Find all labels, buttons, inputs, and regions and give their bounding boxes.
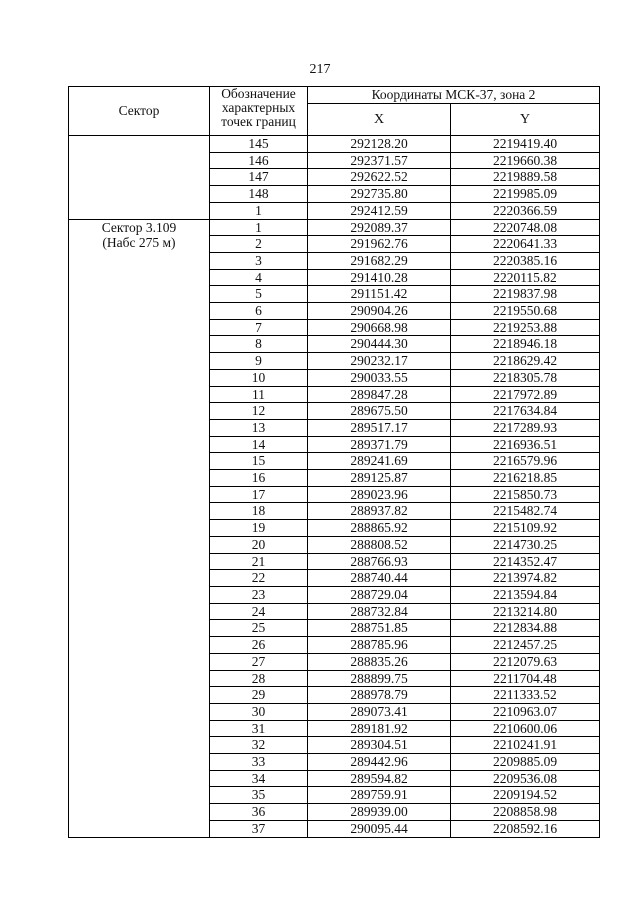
x-cell: 292128.20: [308, 136, 451, 153]
x-cell: 289023.96: [308, 486, 451, 503]
point-cell: 12: [210, 403, 308, 420]
coordinates-header: Координаты МСК-37, зона 2: [308, 87, 600, 104]
point-cell: 7: [210, 319, 308, 336]
x-cell: 289939.00: [308, 804, 451, 821]
point-cell: 6: [210, 303, 308, 320]
point-cell: 25: [210, 620, 308, 637]
table-row: [69, 136, 600, 153]
x-cell: 288899.75: [308, 670, 451, 687]
point-cell: 11: [210, 386, 308, 403]
sector-name: Сектор 3.109: [101, 219, 177, 235]
y-cell: 2208592.16: [451, 820, 600, 837]
y-cell: 2210600.06: [451, 720, 600, 737]
point-cell: 16: [210, 470, 308, 487]
point-cell: 19: [210, 520, 308, 537]
point-cell: 2: [210, 236, 308, 253]
y-cell: 2215109.92: [451, 520, 600, 537]
point-cell: 34: [210, 770, 308, 787]
point-cell: 17: [210, 486, 308, 503]
x-cell: 289847.28: [308, 386, 451, 403]
x-cell: 288766.93: [308, 553, 451, 570]
point-cell: 32: [210, 737, 308, 754]
y-cell: 2217972.89: [451, 386, 600, 403]
point-cell: 4: [210, 269, 308, 286]
x-cell: 291962.76: [308, 236, 451, 253]
y-cell: 2219253.88: [451, 319, 600, 336]
point-cell: 29: [210, 687, 308, 704]
point-cell: 14: [210, 436, 308, 453]
y-cell: 2219837.98: [451, 286, 600, 303]
x-cell: 288978.79: [308, 687, 451, 704]
x-header: X: [308, 104, 451, 136]
point-cell: 33: [210, 754, 308, 771]
y-cell: 2216218.85: [451, 470, 600, 487]
y-cell: 2208858.98: [451, 804, 600, 821]
y-cell: 2215850.73: [451, 486, 600, 503]
y-cell: 2217634.84: [451, 403, 600, 420]
y-cell: 2220366.59: [451, 202, 600, 219]
point-cell: 8: [210, 336, 308, 353]
y-cell: 2218946.18: [451, 336, 600, 353]
y-cell: 2219419.40: [451, 136, 600, 153]
y-cell: 2219550.68: [451, 303, 600, 320]
x-cell: 292089.37: [308, 219, 451, 236]
x-cell: 292371.57: [308, 152, 451, 169]
point-cell: 146: [210, 152, 308, 169]
table-header: [69, 87, 600, 136]
point-cell: 37: [210, 820, 308, 837]
point-cell: 23: [210, 586, 308, 603]
point-cell: 24: [210, 603, 308, 620]
x-cell: 289125.87: [308, 470, 451, 487]
x-cell: 289675.50: [308, 403, 451, 420]
y-cell: 2210241.91: [451, 737, 600, 754]
point-cell: 15: [210, 453, 308, 470]
point-cell: 147: [210, 169, 308, 186]
y-cell: 2213974.82: [451, 570, 600, 587]
y-cell: 2220641.33: [451, 236, 600, 253]
x-cell: 289517.17: [308, 419, 451, 436]
point-cell: 148: [210, 186, 308, 203]
point-cell: 35: [210, 787, 308, 804]
x-cell: 290904.26: [308, 303, 451, 320]
point-cell: 10: [210, 369, 308, 386]
x-cell: 290444.30: [308, 336, 451, 353]
point-cell: 21: [210, 553, 308, 570]
y-cell: 2219889.58: [451, 169, 600, 186]
y-cell: 2216936.51: [451, 436, 600, 453]
x-cell: 289073.41: [308, 703, 451, 720]
x-cell: 290232.17: [308, 353, 451, 370]
x-cell: 288937.82: [308, 503, 451, 520]
x-cell: 291682.29: [308, 252, 451, 269]
point-cell: 26: [210, 637, 308, 654]
x-cell: 291151.42: [308, 286, 451, 303]
x-cell: 288835.26: [308, 653, 451, 670]
y-cell: 2209194.52: [451, 787, 600, 804]
x-cell: 288740.44: [308, 570, 451, 587]
point-cell: 13: [210, 419, 308, 436]
table-row: [69, 219, 600, 236]
x-cell: 288729.04: [308, 586, 451, 603]
y-cell: 2220748.08: [451, 219, 600, 236]
page-number: 217: [309, 62, 331, 77]
y-cell: 2209885.09: [451, 754, 600, 771]
point-cell: 3: [210, 252, 308, 269]
point-cell: 30: [210, 703, 308, 720]
y-cell: 2210963.07: [451, 703, 600, 720]
sector-altitude: (Набс 275 м): [102, 235, 176, 251]
x-cell: 292412.59: [308, 202, 451, 219]
y-cell: 2220385.16: [451, 252, 600, 269]
sector-header: Сектор: [69, 87, 210, 136]
y-cell: 2211704.48: [451, 670, 600, 687]
x-cell: 292735.80: [308, 186, 451, 203]
x-cell: 289371.79: [308, 436, 451, 453]
x-cell: 289181.92: [308, 720, 451, 737]
y-cell: 2214352.47: [451, 553, 600, 570]
sector-cell: [69, 219, 210, 837]
y-cell: 2209536.08: [451, 770, 600, 787]
x-cell: 288865.92: [308, 520, 451, 537]
x-cell: 291410.28: [308, 269, 451, 286]
sector-cell: [69, 136, 210, 220]
x-cell: 289442.96: [308, 754, 451, 771]
point-cell: 36: [210, 804, 308, 821]
point-cell: 28: [210, 670, 308, 687]
table-body: [69, 136, 600, 838]
x-cell: 288785.96: [308, 637, 451, 654]
point-cell: 22: [210, 570, 308, 587]
y-cell: 2218629.42: [451, 353, 600, 370]
y-cell: 2211333.52: [451, 687, 600, 704]
x-cell: 290668.98: [308, 319, 451, 336]
point-cell: 31: [210, 720, 308, 737]
point-cell: 18: [210, 503, 308, 520]
y-cell: 2218305.78: [451, 369, 600, 386]
y-cell: 2212457.25: [451, 637, 600, 654]
x-cell: 289759.91: [308, 787, 451, 804]
point-cell: 1: [210, 219, 308, 236]
y-cell: 2212834.88: [451, 620, 600, 637]
point-cell: 9: [210, 353, 308, 370]
x-cell: 290095.44: [308, 820, 451, 837]
y-cell: 2217289.93: [451, 419, 600, 436]
y-header: Y: [451, 104, 600, 136]
coordinates-table: [68, 86, 600, 838]
x-cell: 289241.69: [308, 453, 451, 470]
x-cell: 292622.52: [308, 169, 451, 186]
x-cell: 288751.85: [308, 620, 451, 637]
x-cell: 290033.55: [308, 369, 451, 386]
y-cell: 2212079.63: [451, 653, 600, 670]
y-cell: 2219985.09: [451, 186, 600, 203]
y-cell: 2219660.38: [451, 152, 600, 169]
y-cell: 2216579.96: [451, 453, 600, 470]
x-cell: 288808.52: [308, 536, 451, 553]
y-cell: 2214730.25: [451, 536, 600, 553]
y-cell: 2220115.82: [451, 269, 600, 286]
point-cell: 1: [210, 202, 308, 219]
y-cell: 2213214.80: [451, 603, 600, 620]
x-cell: 289594.82: [308, 770, 451, 787]
y-cell: 2213594.84: [451, 586, 600, 603]
x-cell: 288732.84: [308, 603, 451, 620]
point-designation-header: Обозначение характерных точек границ: [210, 87, 308, 136]
x-cell: 289304.51: [308, 737, 451, 754]
point-cell: 145: [210, 136, 308, 153]
point-cell: 20: [210, 536, 308, 553]
point-cell: 27: [210, 653, 308, 670]
point-cell: 5: [210, 286, 308, 303]
y-cell: 2215482.74: [451, 503, 600, 520]
